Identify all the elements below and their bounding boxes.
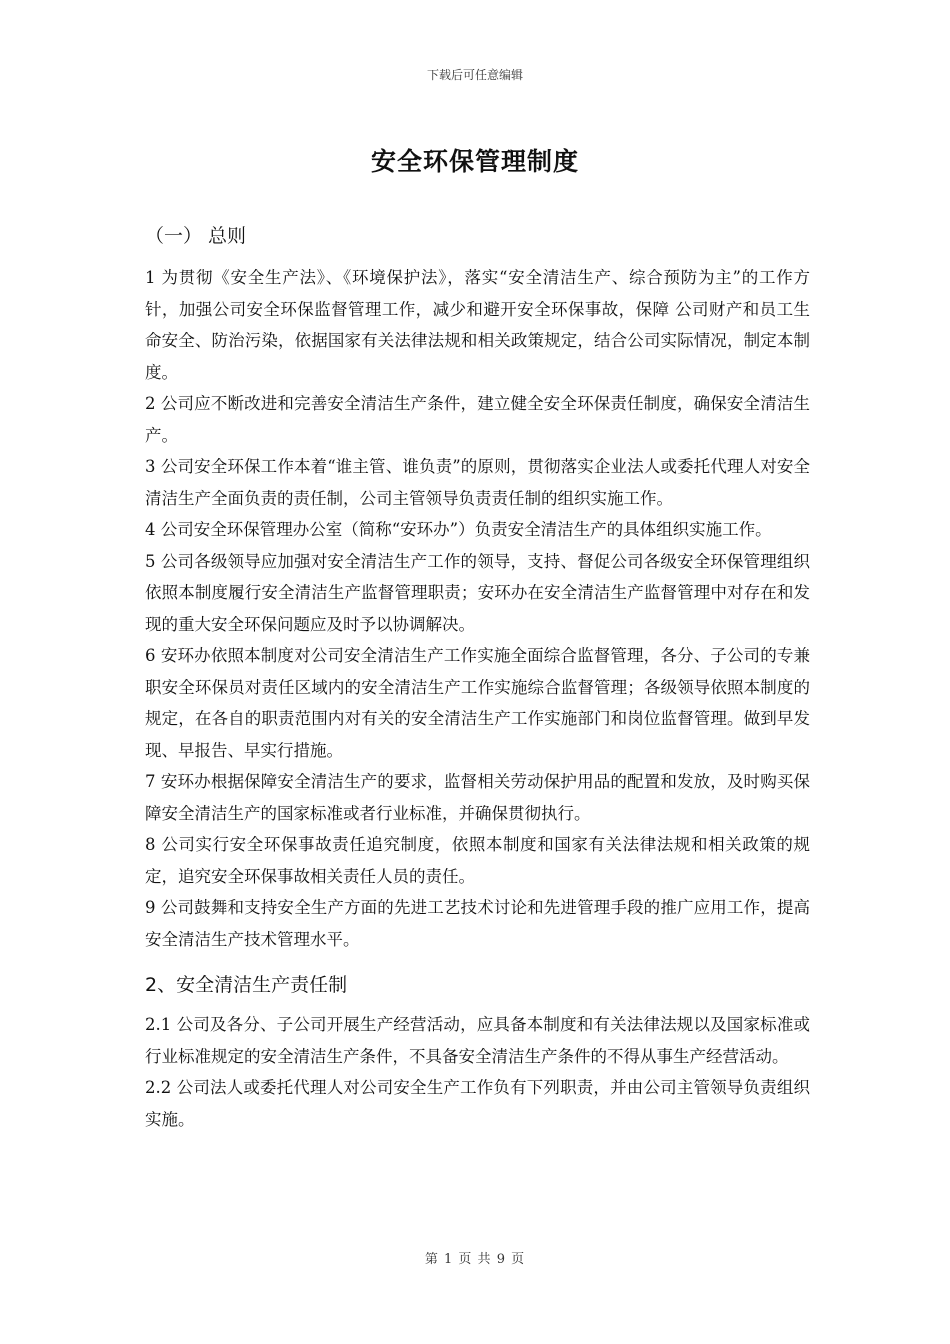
document-title: 安全环保管理制度 xyxy=(370,147,579,176)
section-heading-general: （一） 总则 xyxy=(145,225,247,247)
paragraph: 3 公司安全环保工作本着“谁主管、谁负责”的原则，贯彻落实企业法人或委托代理人对安全清洁生产全面负责的责任制，公司主管领导负责责任制的组织实施工作。 xyxy=(145,457,810,508)
paragraph: 8 公司实行安全环保事故责任追究制度，依照本制度和国家有关法律法规和相关政策的规定，追究安全环保事故相关责任人员的责任。 xyxy=(145,835,810,886)
paragraph: 7 安环办根据保障安全清洁生产的要求，监督相关劳动保护用品的配置和发放，及时购买保障安全清洁生产的国家标准或者行业标准，并确保贯彻执行。 xyxy=(145,772,810,823)
document-body xyxy=(145,220,810,1135)
paragraph: 2 公司应不断改进和完善安全清洁生产条件，建立健全安全环保责任制度，确保安全清洁生产。 xyxy=(145,394,810,445)
paragraph: 2.2 公司法人或委托代理人对公司安全生产工作负有下列职责，并由公司主管领导负责组织实施。 xyxy=(145,1078,810,1129)
page-footer: 第 1 页 共 9 页 xyxy=(424,1252,526,1267)
paragraph: 6 安环办依照本制度对公司安全清洁生产工作实施全面综合监督管理，各分、子公司的专兼职安全环保员对责任区域内的安全清洁生产工作实施综合监督管理；各级领导依照本制度的规定，在各自的职责范围内对有关的安全清洁生产工作实施部门和岗位监督管理。做到早发现、早报告、早实行措施。 xyxy=(145,646,810,760)
paragraph: 9 公司鼓舞和支持安全生产方面的先进工艺技术讨论和先进管理手段的推广应用工作，提高安全清洁生产技术管理水平。 xyxy=(145,898,810,949)
paragraph: 1 为贯彻《安全生产法》、《环境保护法》，落实“安全清洁生产、综合预防为主”的工作方针，加强公司安全环保监督管理工作，减少和避开安全环保事故，保障 公司财产和员工生命安全、防治污染，依据国家有关法律法规和相关政策规定，结合公司实际情况，制定本制度。 xyxy=(145,268,810,382)
paragraph: 4 公司安全环保管理办公室（简称“安环办”）负责安全清洁生产的具体组织实施工作。 xyxy=(145,520,772,539)
page-header: 下载后可任意编辑 xyxy=(426,68,523,82)
section-heading-responsibility: 2、安全清洁生产责任制 xyxy=(145,974,348,996)
paragraph: 2.1 公司及各分、子公司开展生产经营活动，应具备本制度和有关法律法规以及国家标准或行业标准规定的安全清洁生产条件，不具备安全清洁生产条件的不得从事生产经营活动。 xyxy=(145,1015,810,1066)
paragraph: 5 公司各级领导应加强对安全清洁生产工作的领导，支持、督促公司各级安全环保管理组织依照本制度履行安全清洁生产监督管理职责；安环办在安全清洁生产监督管理中对存在和发现的重大安全环保问题应及时予以协调解决。 xyxy=(145,551,810,634)
